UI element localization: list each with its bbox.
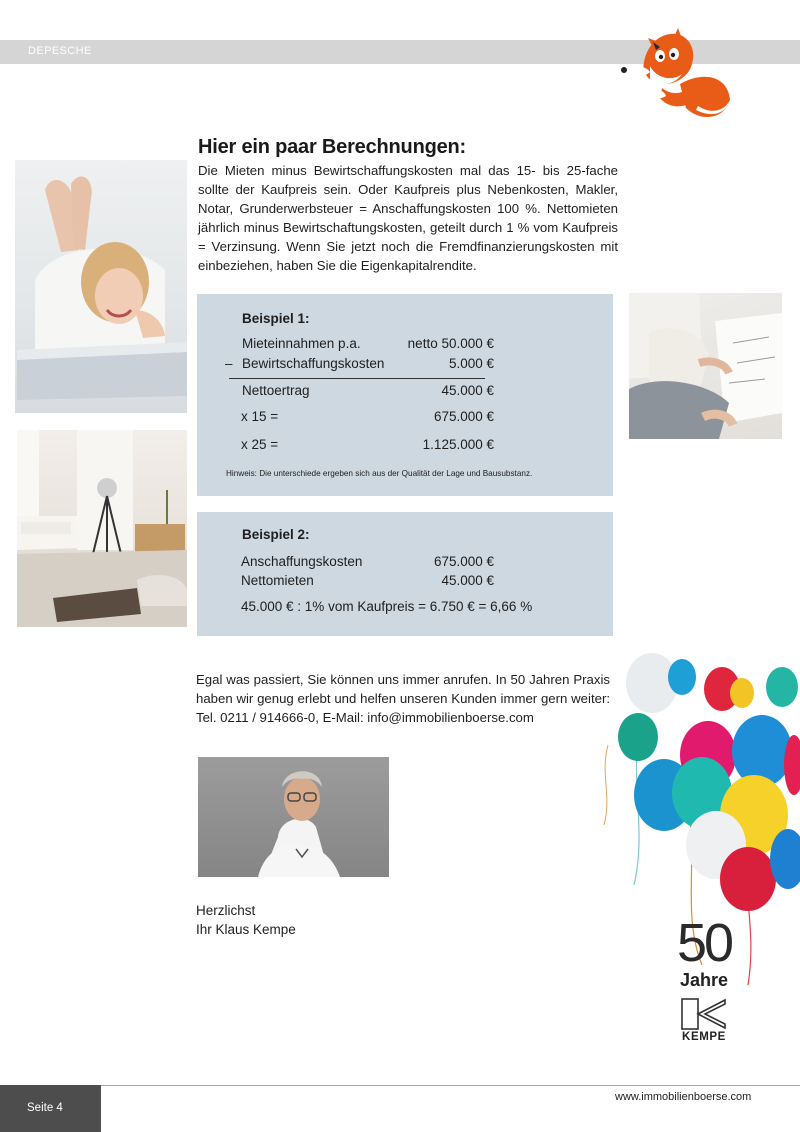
example-1-row-value: 5.000 € [448,356,494,371]
example-1-row-label: x 25 = [241,437,279,452]
logo-jahre: Jahre [679,970,729,990]
example-1-row-value: 1.125.000 € [422,437,494,452]
example-1-row-value: netto 50.000 € [407,336,494,351]
example-2-formula: 45.000 € : 1% vom Kaufpreis = 6.750 € = 6,66 % [241,599,533,614]
example-1-note: Hinweis: Die unterschiede ergeben sich aus der Qualität der Lage und Bausubstanz. [226,469,533,478]
page-number: Seite 4 [27,1102,63,1114]
intro-paragraph: Die Mieten minus Bewirtschaffungskosten mal das 15- bis 25-fache sollte der Kaufpreis sein. Oder Kaufpreis plus Nebenkosten, Makler, Notar, Grunderwerbsteuer = Anschaffungskosten 100 %. Nettomieten jährlich minus Bewirtschaftungskosten, geteilt durch 1 % vom Kaufpreis = Verzinsung. Wenn Sie jetzt noch die Fremdfinanzierungskosten mit einbeziehen, haben Sie die Eigenkapitalrendite. [198,163,618,273]
logo-brand: KEMPE [682,1031,726,1043]
example-2-row-label: Anschaffungskosten [241,554,363,569]
klaus-kempe-portrait [198,757,389,877]
sketching-person-photo [629,293,782,439]
example-1-row-value: 675.000 € [433,409,494,424]
example-1-title: Beispiel 1: [242,311,310,326]
example-2-row-label: Nettomieten [241,573,314,588]
footer-divider [100,1085,800,1086]
header-label: DEPESCHE [28,45,92,57]
section-title: Hier ein paar Berechnungen: [198,136,466,158]
example-1-row-label: x 15 = [241,409,279,424]
example-1-row-value: 45.000 € [441,383,494,398]
example-2-row-value: 675.000 € [433,554,494,569]
example-1-row-label: Nettoertrag [242,383,310,398]
woman-laptop-photo [15,160,187,413]
example-1-row-label: Mieteinnahmen p.a. [242,336,361,351]
fox-mascot-icon [620,22,732,124]
example-2-row-value: 45.000 € [441,573,494,588]
footer-url[interactable]: www.immobilienboerse.com [615,1091,752,1103]
kempe-k-logo-icon [681,998,727,1030]
minus-sign: – [225,356,233,371]
example-2-box [197,512,613,636]
logo-number: 50 [676,913,732,973]
contact-paragraph: Egal was passiert, Sie können uns immer anrufen. In 50 Jahren Praxis haben wir genug erlebt und helfen unseren Kunden immer gern weiter: Tel. 0211 / 914666-0, E-Mail: info@immobilienboerse.com [196,672,610,725]
signature-greeting: Herzlichst [196,903,256,918]
sum-divider [229,378,485,379]
example-1-row-label: Bewirtschaffungskosten [242,356,385,371]
example-2-title: Beispiel 2: [242,527,310,542]
living-room-photo [17,430,187,627]
page-number-tab [0,1085,101,1132]
example-1-box [197,294,613,496]
signature-name: Ihr Klaus Kempe [196,922,296,937]
